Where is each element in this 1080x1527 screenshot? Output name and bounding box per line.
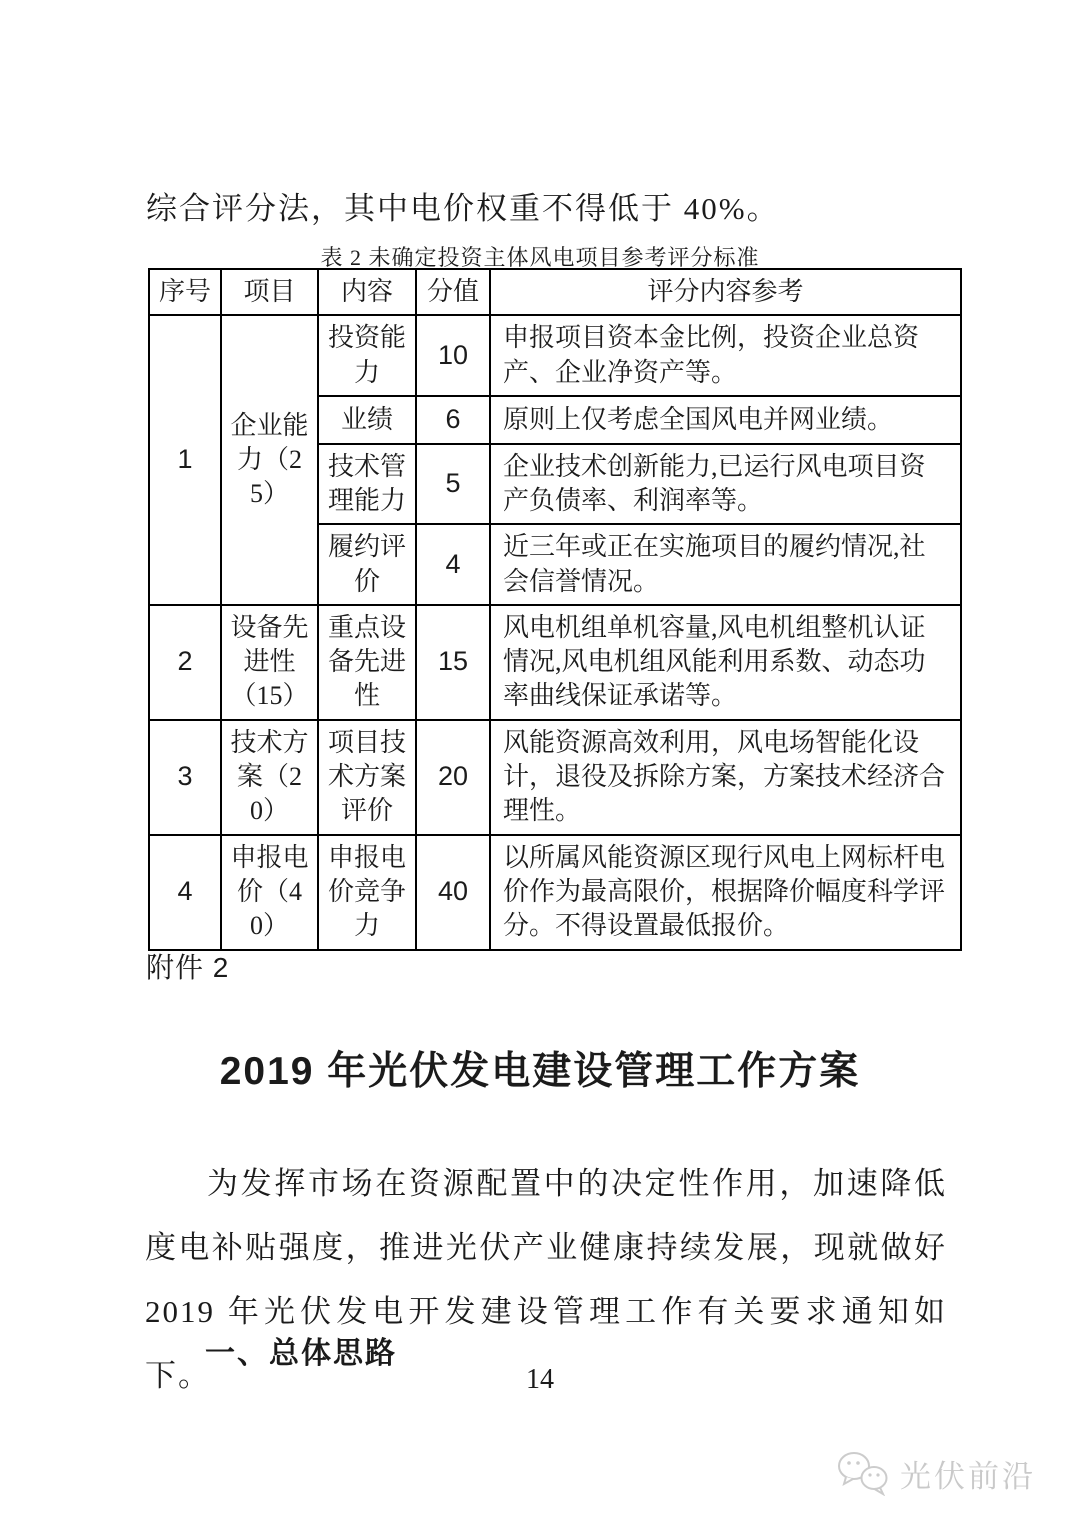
seq-cell: 2	[149, 605, 221, 720]
criteria-cell: 企业技术创新能力,已运行风电项目资产负债率、利润率等。	[490, 444, 961, 525]
content-cell: 业绩	[318, 396, 416, 444]
score-cell: 40	[416, 835, 490, 950]
content-cell: 履约评价	[318, 524, 416, 605]
document-title: 2019 年光伏发电建设管理工作方案	[219, 1050, 861, 1093]
content-cell: 申报电价竞争力	[318, 835, 416, 950]
column-header: 评分内容参考	[490, 269, 961, 315]
project-cell: 申报电价（40）	[221, 835, 318, 950]
page-number: 14	[526, 1364, 554, 1395]
content-cell: 技术管理能力	[318, 444, 416, 525]
attachment-label: 附件 2	[146, 952, 230, 983]
table-row	[149, 605, 961, 720]
criteria-cell: 以所属风能资源区现行风电上网标杆电价作为最高限价，根据降价幅度科学评分。不得设置最低报价。	[490, 835, 961, 950]
score-cell: 10	[416, 315, 490, 396]
wechat-chat-bubbles-icon	[836, 1450, 890, 1496]
criteria-cell: 风能资源高效利用，风电场智能化设计，退役及拆除方案，方案技术经济合理性。	[490, 720, 961, 835]
seq-cell: 4	[149, 835, 221, 950]
header-row	[149, 269, 961, 315]
content-cell: 项目技术方案评价	[318, 720, 416, 835]
seq-cell: 1	[149, 315, 221, 605]
project-cell: 企业能力（25）	[221, 315, 318, 605]
score-cell: 15	[416, 605, 490, 720]
score-cell: 20	[416, 720, 490, 835]
table-row	[149, 315, 961, 396]
document-paragraph: 为发挥市场在资源配置中的决定性作用，加速降低度电补贴强度，推进光伏产业健康持续发展，现就做好 2019 年光伏发电开发建设管理工作有关要求通知如下。	[145, 1166, 947, 1393]
table-row	[149, 835, 961, 950]
project-cell: 设备先进性（15）	[221, 605, 318, 720]
score-table-body	[149, 315, 961, 949]
score-cell: 4	[416, 524, 490, 605]
seq-cell: 3	[149, 720, 221, 835]
column-header: 项目	[221, 269, 318, 315]
table-caption: 表 2 未确定投资主体风电项目参考评分标准	[320, 245, 760, 270]
criteria-cell: 近三年或正在实施项目的履约情况,社会信誉情况。	[490, 524, 961, 605]
table-row	[149, 720, 961, 835]
section-heading: 一、总体思路	[205, 1337, 397, 1370]
criteria-cell: 原则上仅考虑全国风电并网业绩。	[490, 396, 961, 444]
score-table	[148, 268, 962, 951]
content-cell: 重点设备先进性	[318, 605, 416, 720]
score-cell: 6	[416, 396, 490, 444]
project-cell: 技术方案（20）	[221, 720, 318, 835]
column-header: 内容	[318, 269, 416, 315]
watermark	[836, 1450, 1036, 1496]
intro-text: 综合评分法，其中电价权重不得低于 40%。	[146, 191, 780, 226]
column-header: 序号	[149, 269, 221, 315]
score-cell: 5	[416, 444, 490, 525]
content-cell: 投资能力	[318, 315, 416, 396]
watermark-text: 光伏前沿	[900, 1458, 1036, 1494]
score-table-head	[149, 269, 961, 315]
column-header: 分值	[416, 269, 490, 315]
criteria-cell: 风电机组单机容量,风电机组整机认证情况,风电机组风能利用系数、动态功率曲线保证承诺等。	[490, 605, 961, 720]
criteria-cell: 申报项目资本金比例，投资企业总资产、企业净资产等。	[490, 315, 961, 396]
